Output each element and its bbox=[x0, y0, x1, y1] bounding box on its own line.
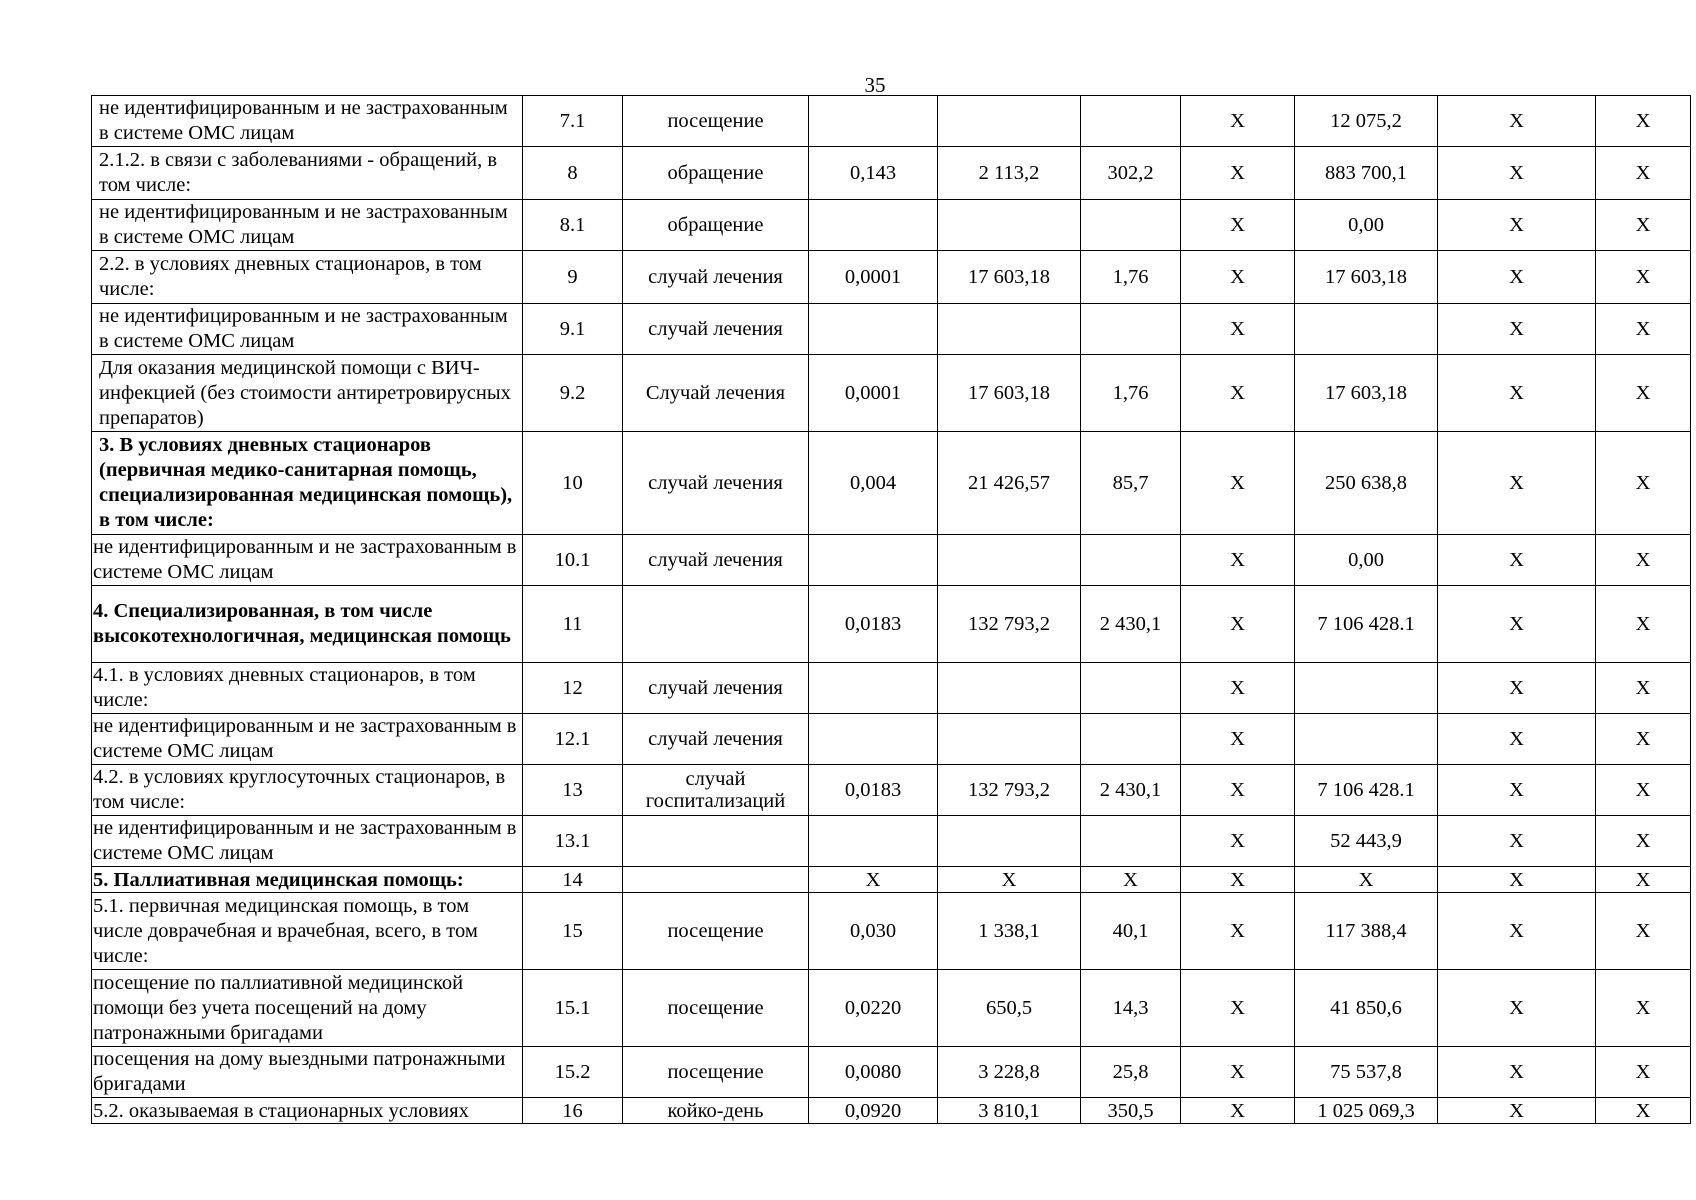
value-cell-4: 0,0183 bbox=[809, 586, 938, 663]
value-cell-7: Х bbox=[1181, 304, 1295, 355]
row-number-cell: 9.1 bbox=[523, 304, 623, 355]
value-cell-10: Х bbox=[1596, 714, 1691, 765]
value-cell-7: Х bbox=[1181, 251, 1295, 304]
value-cell-9: Х bbox=[1438, 96, 1596, 147]
value-cell-4 bbox=[809, 304, 938, 355]
row-number-cell: 12.1 bbox=[523, 714, 623, 765]
value-cell-8: 17 603,18 bbox=[1295, 355, 1438, 432]
value-cell-4: 0,0220 bbox=[809, 970, 938, 1047]
value-cell-4: 0,0001 bbox=[809, 355, 938, 432]
value-cell-8: Х bbox=[1295, 867, 1438, 893]
unit-cell: посещение bbox=[623, 96, 809, 147]
unit-cell: посещение bbox=[623, 893, 809, 970]
value-cell-7: Х bbox=[1181, 970, 1295, 1047]
value-cell-5: 132 793,2 bbox=[938, 765, 1081, 816]
value-cell-9: Х bbox=[1438, 765, 1596, 816]
value-cell-4: 0,030 bbox=[809, 893, 938, 970]
value-cell-10: Х bbox=[1596, 432, 1691, 535]
value-cell-9: Х bbox=[1438, 893, 1596, 970]
row-name-cell: 2.2. в условиях дневных стационаров, в том числе: bbox=[92, 251, 523, 304]
value-cell-9: Х bbox=[1438, 970, 1596, 1047]
table-row bbox=[92, 96, 1691, 147]
row-name-cell: 5.1. первичная медицинская помощь, в том числе доврачебная и врачебная, всего, в том числе: bbox=[92, 893, 523, 970]
unit-cell bbox=[623, 586, 809, 663]
row-name-cell: не идентифицированным и не застрахованным в системе ОМС лицам bbox=[92, 304, 523, 355]
value-cell-10: Х bbox=[1596, 96, 1691, 147]
value-cell-4: 0,143 bbox=[809, 147, 938, 200]
value-cell-10: Х bbox=[1596, 765, 1691, 816]
value-cell-6 bbox=[1081, 535, 1181, 586]
value-cell-5 bbox=[938, 663, 1081, 714]
value-cell-7: Х bbox=[1181, 355, 1295, 432]
value-cell-7: Х bbox=[1181, 535, 1295, 586]
value-cell-6 bbox=[1081, 714, 1181, 765]
value-cell-9: Х bbox=[1438, 355, 1596, 432]
unit-cell bbox=[623, 867, 809, 893]
value-cell-10: Х bbox=[1596, 867, 1691, 893]
row-name-cell: 4.1. в условиях дневных стационаров, в том числе: bbox=[92, 663, 523, 714]
unit-cell: посещение bbox=[623, 1047, 809, 1098]
value-cell-8 bbox=[1295, 714, 1438, 765]
value-cell-9: Х bbox=[1438, 304, 1596, 355]
value-cell-8: 7 106 428.1 bbox=[1295, 586, 1438, 663]
value-cell-4: 0,004 bbox=[809, 432, 938, 535]
value-cell-4 bbox=[809, 200, 938, 251]
value-cell-8: 12 075,2 bbox=[1295, 96, 1438, 147]
row-name-cell: 3. В условиях дневных стационаров (первичная медико-санитарная помощь, специализированная медицинская помощь), в том числе: bbox=[92, 432, 523, 535]
value-cell-8: 117 388,4 bbox=[1295, 893, 1438, 970]
table-row bbox=[92, 200, 1691, 251]
unit-cell bbox=[623, 816, 809, 867]
value-cell-5: 17 603,18 bbox=[938, 251, 1081, 304]
row-number-cell: 15.2 bbox=[523, 1047, 623, 1098]
row-number-cell: 7.1 bbox=[523, 96, 623, 147]
value-cell-5 bbox=[938, 535, 1081, 586]
unit-cell: случай госпитализаций bbox=[623, 765, 809, 816]
unit-cell: посещение bbox=[623, 970, 809, 1047]
table-row bbox=[92, 765, 1691, 816]
row-number-cell: 11 bbox=[523, 586, 623, 663]
row-name-cell: посещение по паллиативной медицинской помощи без учета посещений на дому патронажными бригадами bbox=[92, 970, 523, 1047]
row-name-cell: 2.1.2. в связи с заболеваниями - обращений, в том числе: bbox=[92, 147, 523, 200]
value-cell-7: Х bbox=[1181, 816, 1295, 867]
value-cell-5: 132 793,2 bbox=[938, 586, 1081, 663]
row-number-cell: 12 bbox=[523, 663, 623, 714]
value-cell-4 bbox=[809, 663, 938, 714]
value-cell-7: Х bbox=[1181, 147, 1295, 200]
row-name-cell: 4.2. в условиях круглосуточных стационаров, в том числе: bbox=[92, 765, 523, 816]
unit-cell: обращение bbox=[623, 147, 809, 200]
table-row bbox=[92, 304, 1691, 355]
value-cell-9: Х bbox=[1438, 714, 1596, 765]
value-cell-6 bbox=[1081, 663, 1181, 714]
unit-cell: случай лечения bbox=[623, 432, 809, 535]
value-cell-4: 0,0001 bbox=[809, 251, 938, 304]
value-cell-7: Х bbox=[1181, 586, 1295, 663]
row-name-cell: Для оказания медицинской помощи с ВИЧ-инфекцией (без стоимости антиретровирусных препаратов) bbox=[92, 355, 523, 432]
value-cell-5: 3 228,8 bbox=[938, 1047, 1081, 1098]
value-cell-9: Х bbox=[1438, 663, 1596, 714]
value-cell-9: Х bbox=[1438, 1098, 1596, 1124]
row-name-cell: посещения на дому выездными патронажными бригадами bbox=[92, 1047, 523, 1098]
value-cell-9: Х bbox=[1438, 1047, 1596, 1098]
row-number-cell: 10 bbox=[523, 432, 623, 535]
table-row bbox=[92, 1047, 1691, 1098]
value-cell-6: 85,7 bbox=[1081, 432, 1181, 535]
value-cell-4 bbox=[809, 535, 938, 586]
row-name-cell: не идентифицированным и не застрахованным в системе ОМС лицам bbox=[92, 714, 523, 765]
row-number-cell: 15.1 bbox=[523, 970, 623, 1047]
value-cell-10: Х bbox=[1596, 1047, 1691, 1098]
value-cell-4 bbox=[809, 816, 938, 867]
value-cell-7: Х bbox=[1181, 867, 1295, 893]
value-cell-7: Х bbox=[1181, 432, 1295, 535]
value-cell-4 bbox=[809, 96, 938, 147]
value-cell-5: 17 603,18 bbox=[938, 355, 1081, 432]
value-cell-9: Х bbox=[1438, 867, 1596, 893]
value-cell-5: 2 113,2 bbox=[938, 147, 1081, 200]
value-cell-5: 3 810,1 bbox=[938, 1098, 1081, 1124]
value-cell-10: Х bbox=[1596, 663, 1691, 714]
value-cell-10: Х bbox=[1596, 355, 1691, 432]
value-cell-9: Х bbox=[1438, 586, 1596, 663]
unit-cell: случай лечения bbox=[623, 663, 809, 714]
value-cell-10: Х bbox=[1596, 535, 1691, 586]
value-cell-10: Х bbox=[1596, 251, 1691, 304]
table-row bbox=[92, 432, 1691, 535]
value-cell-7: Х bbox=[1181, 1047, 1295, 1098]
row-name-cell: 5.2. оказываемая в стационарных условиях bbox=[92, 1098, 523, 1124]
row-number-cell: 8 bbox=[523, 147, 623, 200]
value-cell-6 bbox=[1081, 200, 1181, 251]
value-cell-6 bbox=[1081, 816, 1181, 867]
row-number-cell: 8.1 bbox=[523, 200, 623, 251]
value-cell-5: 1 338,1 bbox=[938, 893, 1081, 970]
table-row bbox=[92, 355, 1691, 432]
value-cell-8: 7 106 428.1 bbox=[1295, 765, 1438, 816]
value-cell-4: Х bbox=[809, 867, 938, 893]
value-cell-8: 1 025 069,3 bbox=[1295, 1098, 1438, 1124]
row-number-cell: 10.1 bbox=[523, 535, 623, 586]
value-cell-6 bbox=[1081, 96, 1181, 147]
value-cell-7: Х bbox=[1181, 765, 1295, 816]
table-row bbox=[92, 251, 1691, 304]
value-cell-7: Х bbox=[1181, 663, 1295, 714]
row-name-cell: 4. Специализированная, в том числе высокотехнологичная, медицинская помощь bbox=[92, 586, 523, 663]
value-cell-10: Х bbox=[1596, 586, 1691, 663]
row-name-cell: не идентифицированным и не застрахованным в системе ОМС лицам bbox=[92, 535, 523, 586]
value-cell-4: 0,0080 bbox=[809, 1047, 938, 1098]
unit-cell: случай лечения bbox=[623, 714, 809, 765]
value-cell-7: Х bbox=[1181, 200, 1295, 251]
value-cell-6: 350,5 bbox=[1081, 1098, 1181, 1124]
value-cell-10: Х bbox=[1596, 304, 1691, 355]
value-cell-9: Х bbox=[1438, 535, 1596, 586]
row-number-cell: 9.2 bbox=[523, 355, 623, 432]
value-cell-6: Х bbox=[1081, 867, 1181, 893]
table-row bbox=[92, 714, 1691, 765]
value-cell-5: 650,5 bbox=[938, 970, 1081, 1047]
table-row bbox=[92, 816, 1691, 867]
row-number-cell: 16 bbox=[523, 1098, 623, 1124]
row-name-cell: не идентифицированным и не застрахованным в системе ОМС лицам bbox=[92, 96, 523, 147]
value-cell-5 bbox=[938, 714, 1081, 765]
unit-cell: случай лечения bbox=[623, 304, 809, 355]
unit-cell: обращение bbox=[623, 200, 809, 251]
row-number-cell: 13 bbox=[523, 765, 623, 816]
unit-cell: случай лечения bbox=[623, 251, 809, 304]
value-cell-6: 25,8 bbox=[1081, 1047, 1181, 1098]
row-number-cell: 13.1 bbox=[523, 816, 623, 867]
value-cell-9: Х bbox=[1438, 147, 1596, 200]
table-body bbox=[92, 96, 1691, 1124]
value-cell-6 bbox=[1081, 304, 1181, 355]
table-row bbox=[92, 970, 1691, 1047]
value-cell-10: Х bbox=[1596, 893, 1691, 970]
value-cell-8: 52 443,9 bbox=[1295, 816, 1438, 867]
value-cell-5 bbox=[938, 96, 1081, 147]
value-cell-5: 21 426,57 bbox=[938, 432, 1081, 535]
value-cell-7: Х bbox=[1181, 96, 1295, 147]
table-row bbox=[92, 586, 1691, 663]
value-cell-5 bbox=[938, 304, 1081, 355]
value-cell-4: 0,0183 bbox=[809, 765, 938, 816]
page-number: 35 bbox=[864, 73, 886, 97]
value-cell-10: Х bbox=[1596, 816, 1691, 867]
row-name-cell: не идентифицированным и не застрахованным в системе ОМС лицам bbox=[92, 200, 523, 251]
value-cell-8: 250 638,8 bbox=[1295, 432, 1438, 535]
value-cell-6: 2 430,1 bbox=[1081, 765, 1181, 816]
value-cell-7: Х bbox=[1181, 714, 1295, 765]
table-row bbox=[92, 1098, 1691, 1124]
table-row bbox=[92, 893, 1691, 970]
value-cell-9: Х bbox=[1438, 200, 1596, 251]
value-cell-8: 75 537,8 bbox=[1295, 1047, 1438, 1098]
value-cell-5: Х bbox=[938, 867, 1081, 893]
value-cell-6: 1,76 bbox=[1081, 251, 1181, 304]
row-number-cell: 9 bbox=[523, 251, 623, 304]
value-cell-4 bbox=[809, 714, 938, 765]
value-cell-6: 1,76 bbox=[1081, 355, 1181, 432]
value-cell-5 bbox=[938, 816, 1081, 867]
value-cell-8 bbox=[1295, 304, 1438, 355]
value-cell-6: 14,3 bbox=[1081, 970, 1181, 1047]
table-row bbox=[92, 535, 1691, 586]
value-cell-6: 302,2 bbox=[1081, 147, 1181, 200]
table-row bbox=[92, 867, 1691, 893]
row-number-cell: 14 bbox=[523, 867, 623, 893]
data-table bbox=[91, 95, 1691, 1124]
value-cell-9: Х bbox=[1438, 432, 1596, 535]
value-cell-10: Х bbox=[1596, 970, 1691, 1047]
value-cell-7: Х bbox=[1181, 1098, 1295, 1124]
value-cell-8 bbox=[1295, 663, 1438, 714]
value-cell-8: 0,00 bbox=[1295, 535, 1438, 586]
value-cell-8: 41 850,6 bbox=[1295, 970, 1438, 1047]
value-cell-6: 2 430,1 bbox=[1081, 586, 1181, 663]
table-row bbox=[92, 663, 1691, 714]
value-cell-10: Х bbox=[1596, 200, 1691, 251]
row-name-cell: не идентифицированным и не застрахованным в системе ОМС лицам bbox=[92, 816, 523, 867]
unit-cell: Случай лечения bbox=[623, 355, 809, 432]
value-cell-10: Х bbox=[1596, 147, 1691, 200]
value-cell-8: 17 603,18 bbox=[1295, 251, 1438, 304]
table-row bbox=[92, 147, 1691, 200]
unit-cell: случай лечения bbox=[623, 535, 809, 586]
value-cell-9: Х bbox=[1438, 251, 1596, 304]
value-cell-7: Х bbox=[1181, 893, 1295, 970]
value-cell-4: 0,0920 bbox=[809, 1098, 938, 1124]
unit-cell: койко-день bbox=[623, 1098, 809, 1124]
value-cell-5 bbox=[938, 200, 1081, 251]
row-number-cell: 15 bbox=[523, 893, 623, 970]
value-cell-9: Х bbox=[1438, 816, 1596, 867]
value-cell-8: 883 700,1 bbox=[1295, 147, 1438, 200]
value-cell-10: Х bbox=[1596, 1098, 1691, 1124]
row-name-cell: 5. Паллиативная медицинская помощь: bbox=[92, 867, 523, 893]
value-cell-6: 40,1 bbox=[1081, 893, 1181, 970]
value-cell-8: 0,00 bbox=[1295, 200, 1438, 251]
